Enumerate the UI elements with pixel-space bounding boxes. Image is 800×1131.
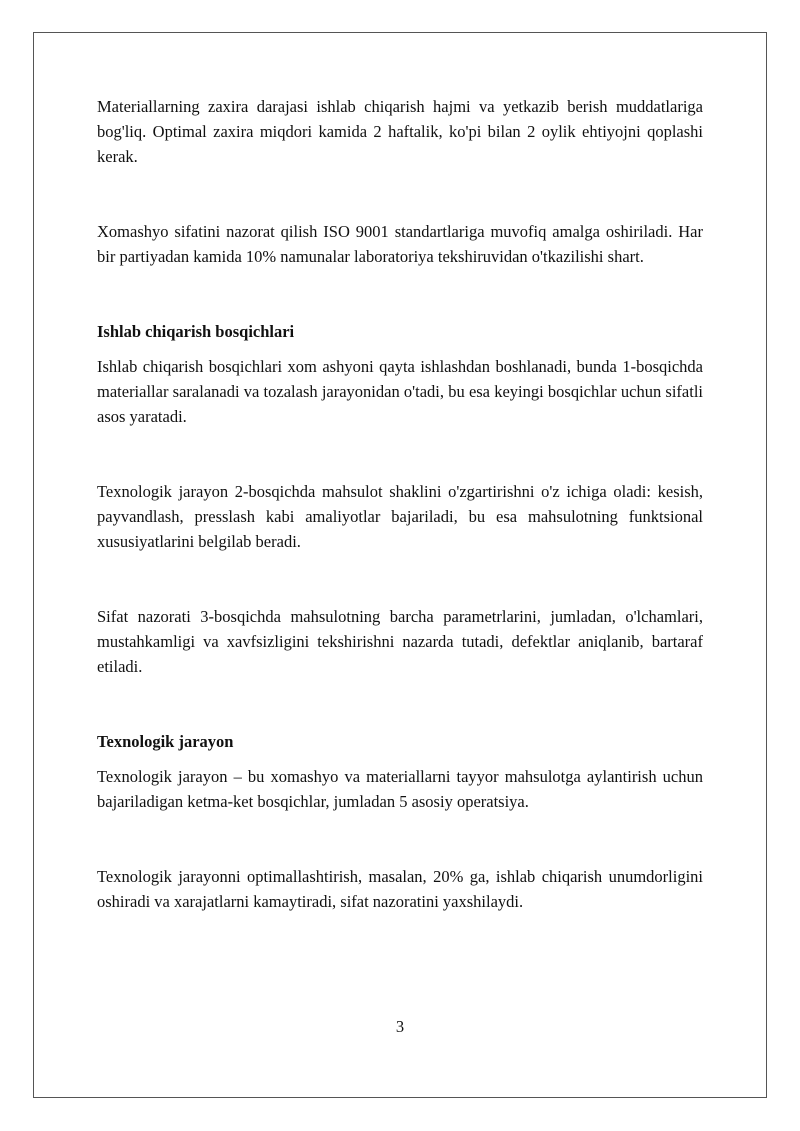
- paragraph-process-definition: Texnologik jarayon – bu xomashyo va materiallarni tayyor mahsulotga aylantirish uchun bajariladigan ketma-ket bosqichlar, jumladan 5 asosiy operatsiya.: [97, 767, 703, 811]
- paragraph-inventory-level: Materiallarning zaxira darajasi ishlab chiqarish hajmi va yetkazib berish muddatlariga bog'liq. Optimal zaxira miqdori kamida 2 haftalik, ko'pi bilan 2 oylik ehtiyojni qoplashi kerak.: [97, 97, 703, 166]
- paragraph-stage-2: Texnologik jarayon 2-bosqichda mahsulot shaklini o'zgartirishni o'z ichiga oladi: kesish, payvandlash, presslash kabi amaliyotlar bajariladi, bu esa mahsulotning funktsional xususiyatlarini belgilab beradi.: [97, 482, 703, 551]
- section-heading-technological-process: Texnologik jarayon: [97, 732, 234, 751]
- document-body: [97, 94, 703, 914]
- paragraph-quality-control-iso: Xomashyo sifatini nazorat qilish ISO 9001 standartlariga muvofiq amalga oshiriladi. Har bir partiyadan kamida 10% namunalar laboratoriya tekshiruvidan o'tkazilishi shart.: [97, 222, 703, 266]
- paragraph-stage-3: Sifat nazorati 3-bosqichda mahsulotning barcha parametrlarini, jumladan, o'lchamlari, mustahkamligi va xavfsizligini tekshirishni nazarda tutadi, defektlar aniqlanib, bartaraf etiladi.: [97, 607, 703, 676]
- paragraph-process-optimization: Texnologik jarayonni optimallashtirish, masalan, 20% ga, ishlab chiqarish unumdorligini oshiradi va xarajatlarni kamaytiradi, sifat nazoratini yaxshilaydi.: [97, 867, 703, 911]
- section-heading-production-stages: Ishlab chiqarish bosqichlari: [97, 322, 295, 341]
- paragraph-stage-1: Ishlab chiqarish bosqichlari xom ashyoni qayta ishlashdan boshlanadi, bunda 1-bosqichda materiallar saralanadi va tozalash jarayonidan o'tadi, bu esa keyingi bosqichlar uchun sifatli asos yaratadi.: [97, 357, 703, 426]
- page-number: 3: [395, 1017, 405, 1036]
